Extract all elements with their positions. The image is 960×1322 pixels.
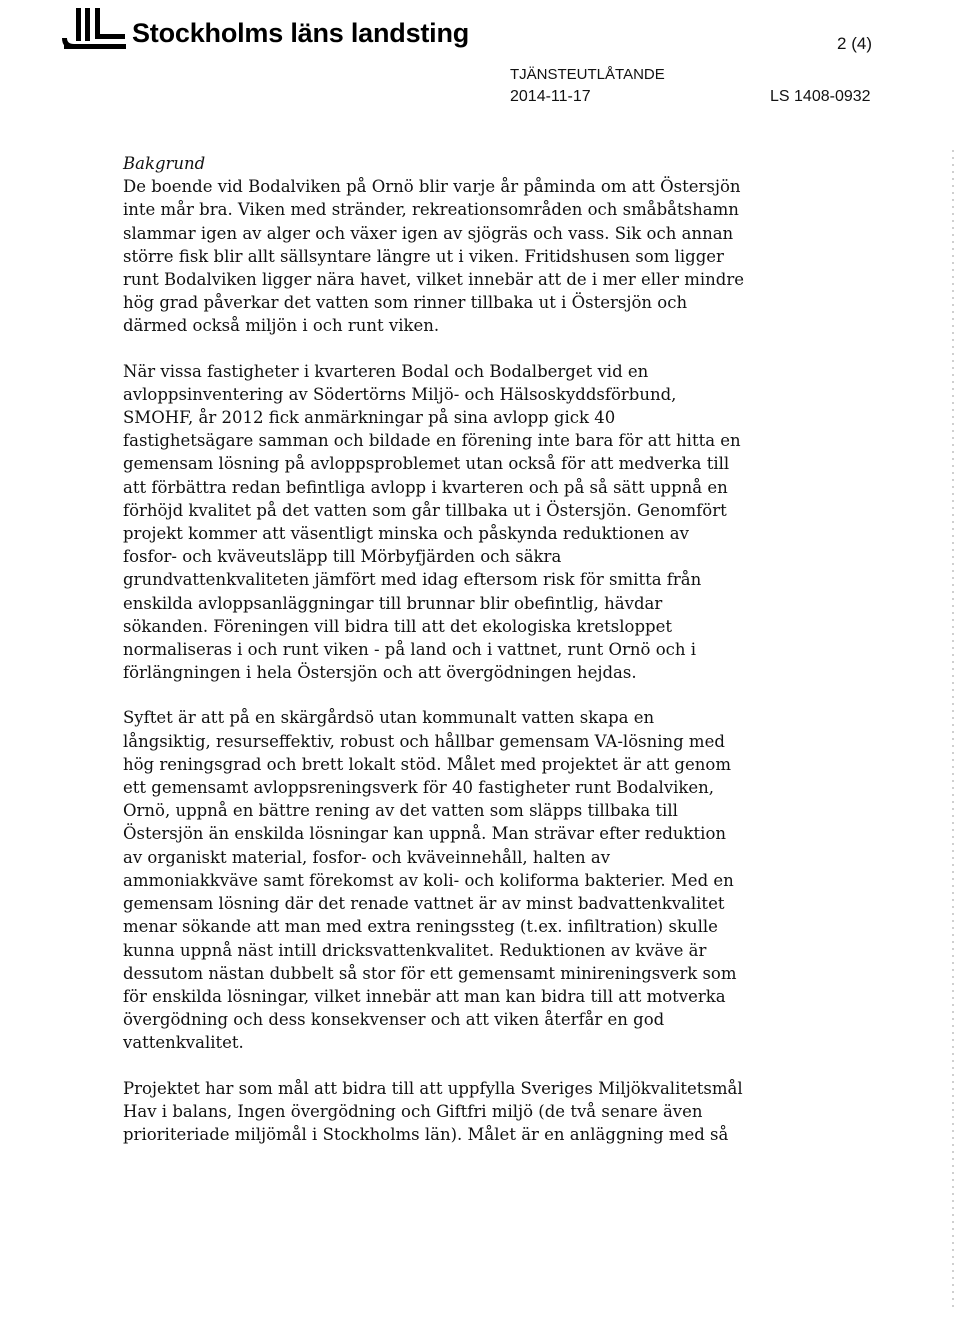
document-body: [123, 152, 745, 1168]
section-heading: Bakgrund: [123, 154, 206, 173]
paragraph-purpose: Syftet är att på en skärgårdsö utan kommunalt vatten skapa en långsiktig, resurseffektiv, robust och hållbar gemensam VA-lösning med hög reningsgrad och brett lokalt stöd. Målet med projektet är att genom ett gemensamt avloppsreningsverk för 40 fastigheter runt Bodalviken, Ornö, uppnå en bättre rening av det vatten som släpps tillbaka till Östersjön än enskilda lösningar kan uppnå. Man strävar efter reduktion av organiskt material, fosfor- och kväveinnehåll, halten av ammoniakkväve samt förekomst av koli- och koliforma bakterier. Med en gemensam lösning där det renade vattnet är av minst badvattenkvalitet menar sökande att man med extra reningssteg (t.ex. infiltration) skulle kunna uppnå näst intill dricksvattenkvalitet. Reduktionen av kväve är dessutom nästan dubbelt så stor för ett gemensamt minireningsverk som för enskilda lösningar, vilket innebär att man kan bidra till att motverka övergödning och dess konsekvenser och att viken återfår en god vattenkvalitet.: [123, 708, 737, 1053]
document-type: TJÄNSTEUTLÅTANDE: [510, 66, 665, 83]
paragraph-goals: Projektet har som mål att bidra till att uppfylla Sveriges Miljökvalitetsmål Hav i balans, Ingen övergödning och Giftfri miljö (de två senare även prioriteriade miljömål i Stockholms län). Målet är en anläggning med så: [123, 1078, 743, 1144]
paragraph-background: De boende vid Bodalviken på Ornö blir varje år påminda om att Östersjön inte mår bra. Viken med stränder, rekreationsområden och småbåtshamn slammar igen av alger och växer igen av sjögräs och vass. Sik och annan större fisk blir allt sällsyntare längre ut i viken. Fritidshusen som ligger runt Bodalviken ligger nära havet, vilket innebär att de i mer eller mindre hög grad påverkar det vatten som rinner tillbaka ut i Östersjön och därmed också miljön i och runt viken.: [123, 177, 744, 336]
paragraph-association: När vissa fastigheter i kvarteren Bodal och Bodalberget vid en avloppsinventering av Södertörns Miljö- och Hälsoskyddsförbund, SMOHF, år 2012 fick anmärkningar på sina avlopp gick 40 fastighetsägare samman och bildade en förening inte bara för att hitta en gemensam lösning på avloppsproblemet utan också för att medverka till att förbättra redan befintliga avlopp i kvarteren och på så sätt uppnå en förhöjd kvalitet på det vatten som går tillbaka ut i Östersjön. Genomfört projekt kommer att väsentligt minska och påskynda reduktionen av fosfor- och kväveutsläpp till Mörbyfjärden och säkra grundvattenkvaliteten jämfört med idag eftersom risk för smitta från enskilda avloppsanläggningar till brunnar blir obefintlig, hävdar sökanden. Föreningen vill bidra till att det ekologiska kretsloppet normaliseras i och runt viken - på land och i vattnet, runt Ornö och i förlängningen i hela Östersjön och att övergödningen hejdas.: [123, 361, 741, 683]
page-indicator: 2 (4): [837, 34, 872, 53]
document-date: 2014-11-17: [510, 88, 591, 105]
sll-logo: [62, 8, 126, 54]
scan-edge-divider: [952, 150, 954, 1310]
organization-name: Stockholms läns landsting: [132, 18, 470, 48]
document-reference: LS 1408-0932: [770, 88, 871, 105]
